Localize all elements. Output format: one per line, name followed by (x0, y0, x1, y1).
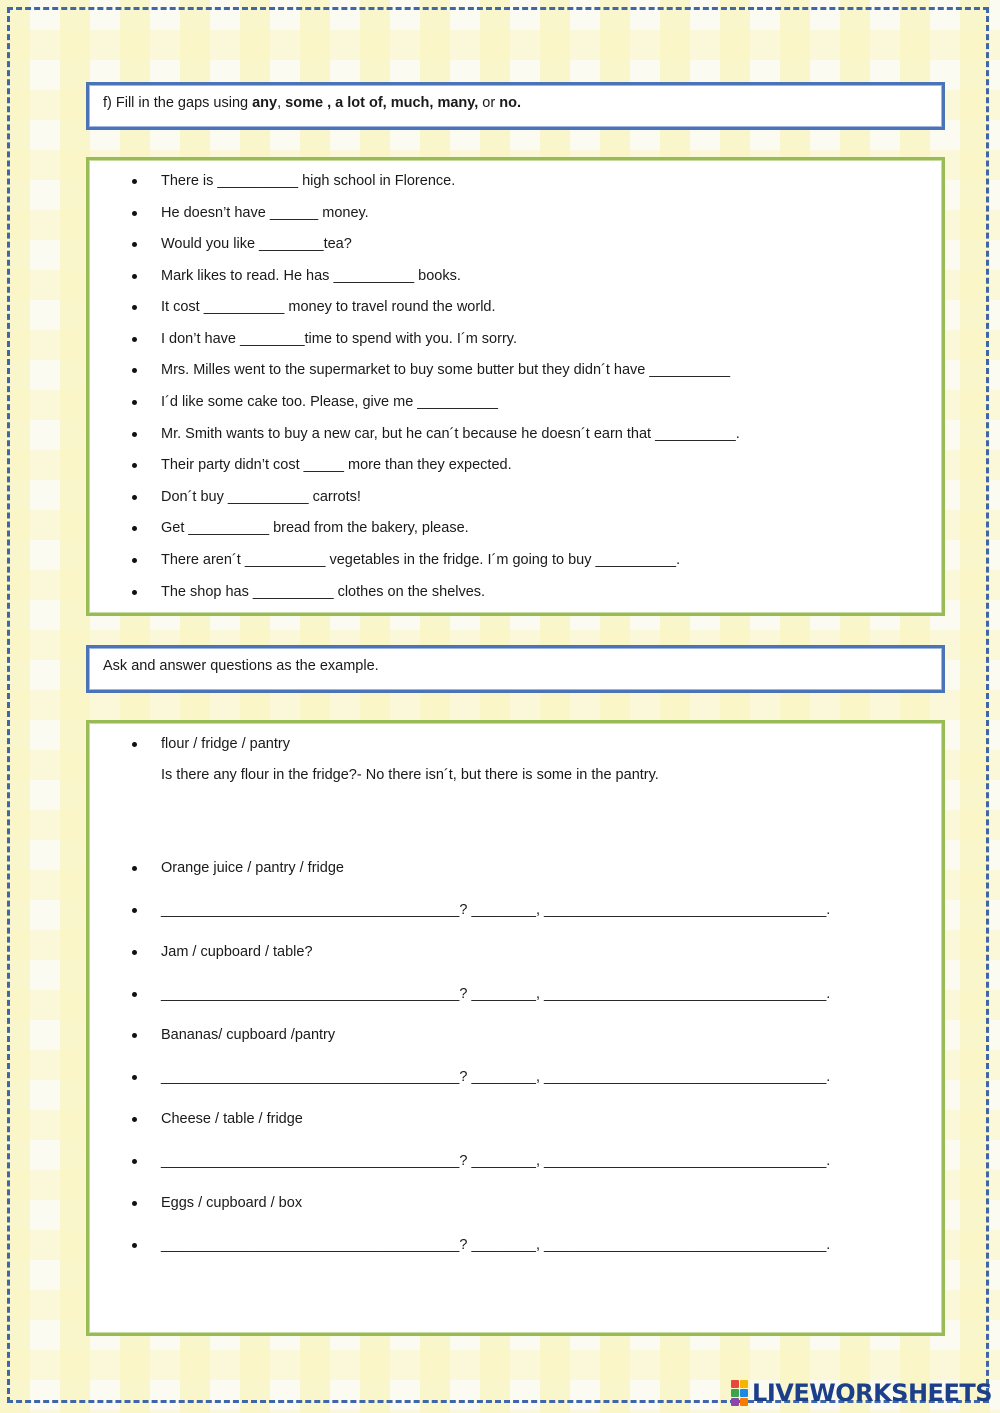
logo-square (731, 1398, 739, 1406)
bullet-icon (132, 337, 137, 342)
logo-square (740, 1389, 748, 1397)
answer-line: _____________________________________? ________, ___________________________________. (161, 1151, 830, 1171)
list-item: It cost __________ money to travel round the world. (161, 297, 496, 317)
list-item: Mark likes to read. He has __________ books. (161, 266, 461, 286)
bullet-icon (132, 432, 137, 437)
exercise-box-2 (86, 720, 945, 1336)
instruction-box-2 (86, 645, 945, 693)
list-item: There aren´t __________ vegetables in the fridge. I´m going to buy __________. (161, 550, 680, 570)
list-item: Would you like ________tea? (161, 234, 352, 254)
bullet-icon (132, 495, 137, 500)
exercise-box-1 (86, 157, 945, 616)
logo-mark-icon (731, 1380, 748, 1406)
bullet-icon (132, 1033, 137, 1038)
logo-square (731, 1380, 739, 1388)
prompt-item: Cheese / table / fridge (161, 1109, 303, 1129)
list-item: Mr. Smith wants to buy a new car, but he can´t because he doesn´t earn that __________. (161, 424, 740, 444)
bullet-icon (132, 211, 137, 216)
list-item: Mrs. Milles went to the supermarket to buy some butter but they didn´t have __________ (161, 360, 730, 380)
example-answer: Is there any flour in the fridge?- No there isn´t, but there is some in the pantry. (161, 767, 659, 783)
answer-line: _____________________________________? ________, ___________________________________. (161, 1067, 830, 1087)
bullet-icon (132, 1201, 137, 1206)
example-prompt: flour / fridge / pantry (161, 734, 290, 754)
bullet-icon (132, 558, 137, 563)
bullet-icon (132, 305, 137, 310)
bullet-icon (132, 1243, 137, 1248)
list-item: I´d like some cake too. Please, give me __________ (161, 392, 498, 412)
bullet-icon (132, 463, 137, 468)
instruction-box-1 (86, 82, 945, 130)
list-item: Don´t buy __________ carrots! (161, 487, 361, 507)
prompt-item: Jam / cupboard / table? (161, 942, 313, 962)
bullet-icon (132, 526, 137, 531)
liveworksheets-logo[interactable] (731, 1379, 992, 1407)
prompt-item: Orange juice / pantry / fridge (161, 858, 344, 878)
answer-line: _____________________________________? ________, ___________________________________. (161, 984, 830, 1004)
list-item: There is __________ high school in Florence. (161, 171, 455, 191)
list-item: Get __________ bread from the bakery, please. (161, 518, 469, 538)
bullet-icon (132, 242, 137, 247)
instruction-text-2: Ask and answer questions as the example. (103, 658, 379, 674)
list-item: The shop has __________ clothes on the shelves. (161, 582, 485, 602)
bullet-icon (132, 368, 137, 373)
bullet-icon (132, 992, 137, 997)
bullet-icon (132, 400, 137, 405)
bullet-icon (132, 742, 137, 747)
logo-text: LIVEWORKSHEETS (752, 1379, 992, 1407)
bullet-icon (132, 590, 137, 595)
prompt-item: Bananas/ cupboard /pantry (161, 1025, 335, 1045)
bullet-icon (132, 179, 137, 184)
logo-square (740, 1380, 748, 1388)
answer-line: _____________________________________? ________, ___________________________________. (161, 900, 830, 920)
bullet-icon (132, 274, 137, 279)
bullet-icon (132, 950, 137, 955)
list-item: Their party didn’t cost _____ more than they expected. (161, 455, 512, 475)
bullet-icon (132, 908, 137, 913)
list-item: I don’t have ________time to spend with you. I´m sorry. (161, 329, 517, 349)
instruction-text-1: f) Fill in the gaps using any, some , a lot of, much, many, or no. (103, 95, 521, 111)
prompt-item: Eggs / cupboard / box (161, 1193, 302, 1213)
bullet-icon (132, 866, 137, 871)
logo-square (740, 1398, 748, 1406)
bullet-icon (132, 1159, 137, 1164)
list-item: He doesn’t have ______ money. (161, 203, 369, 223)
bullet-icon (132, 1117, 137, 1122)
answer-line: _____________________________________? ________, ___________________________________. (161, 1235, 830, 1255)
logo-square (731, 1389, 739, 1397)
bullet-icon (132, 1075, 137, 1080)
